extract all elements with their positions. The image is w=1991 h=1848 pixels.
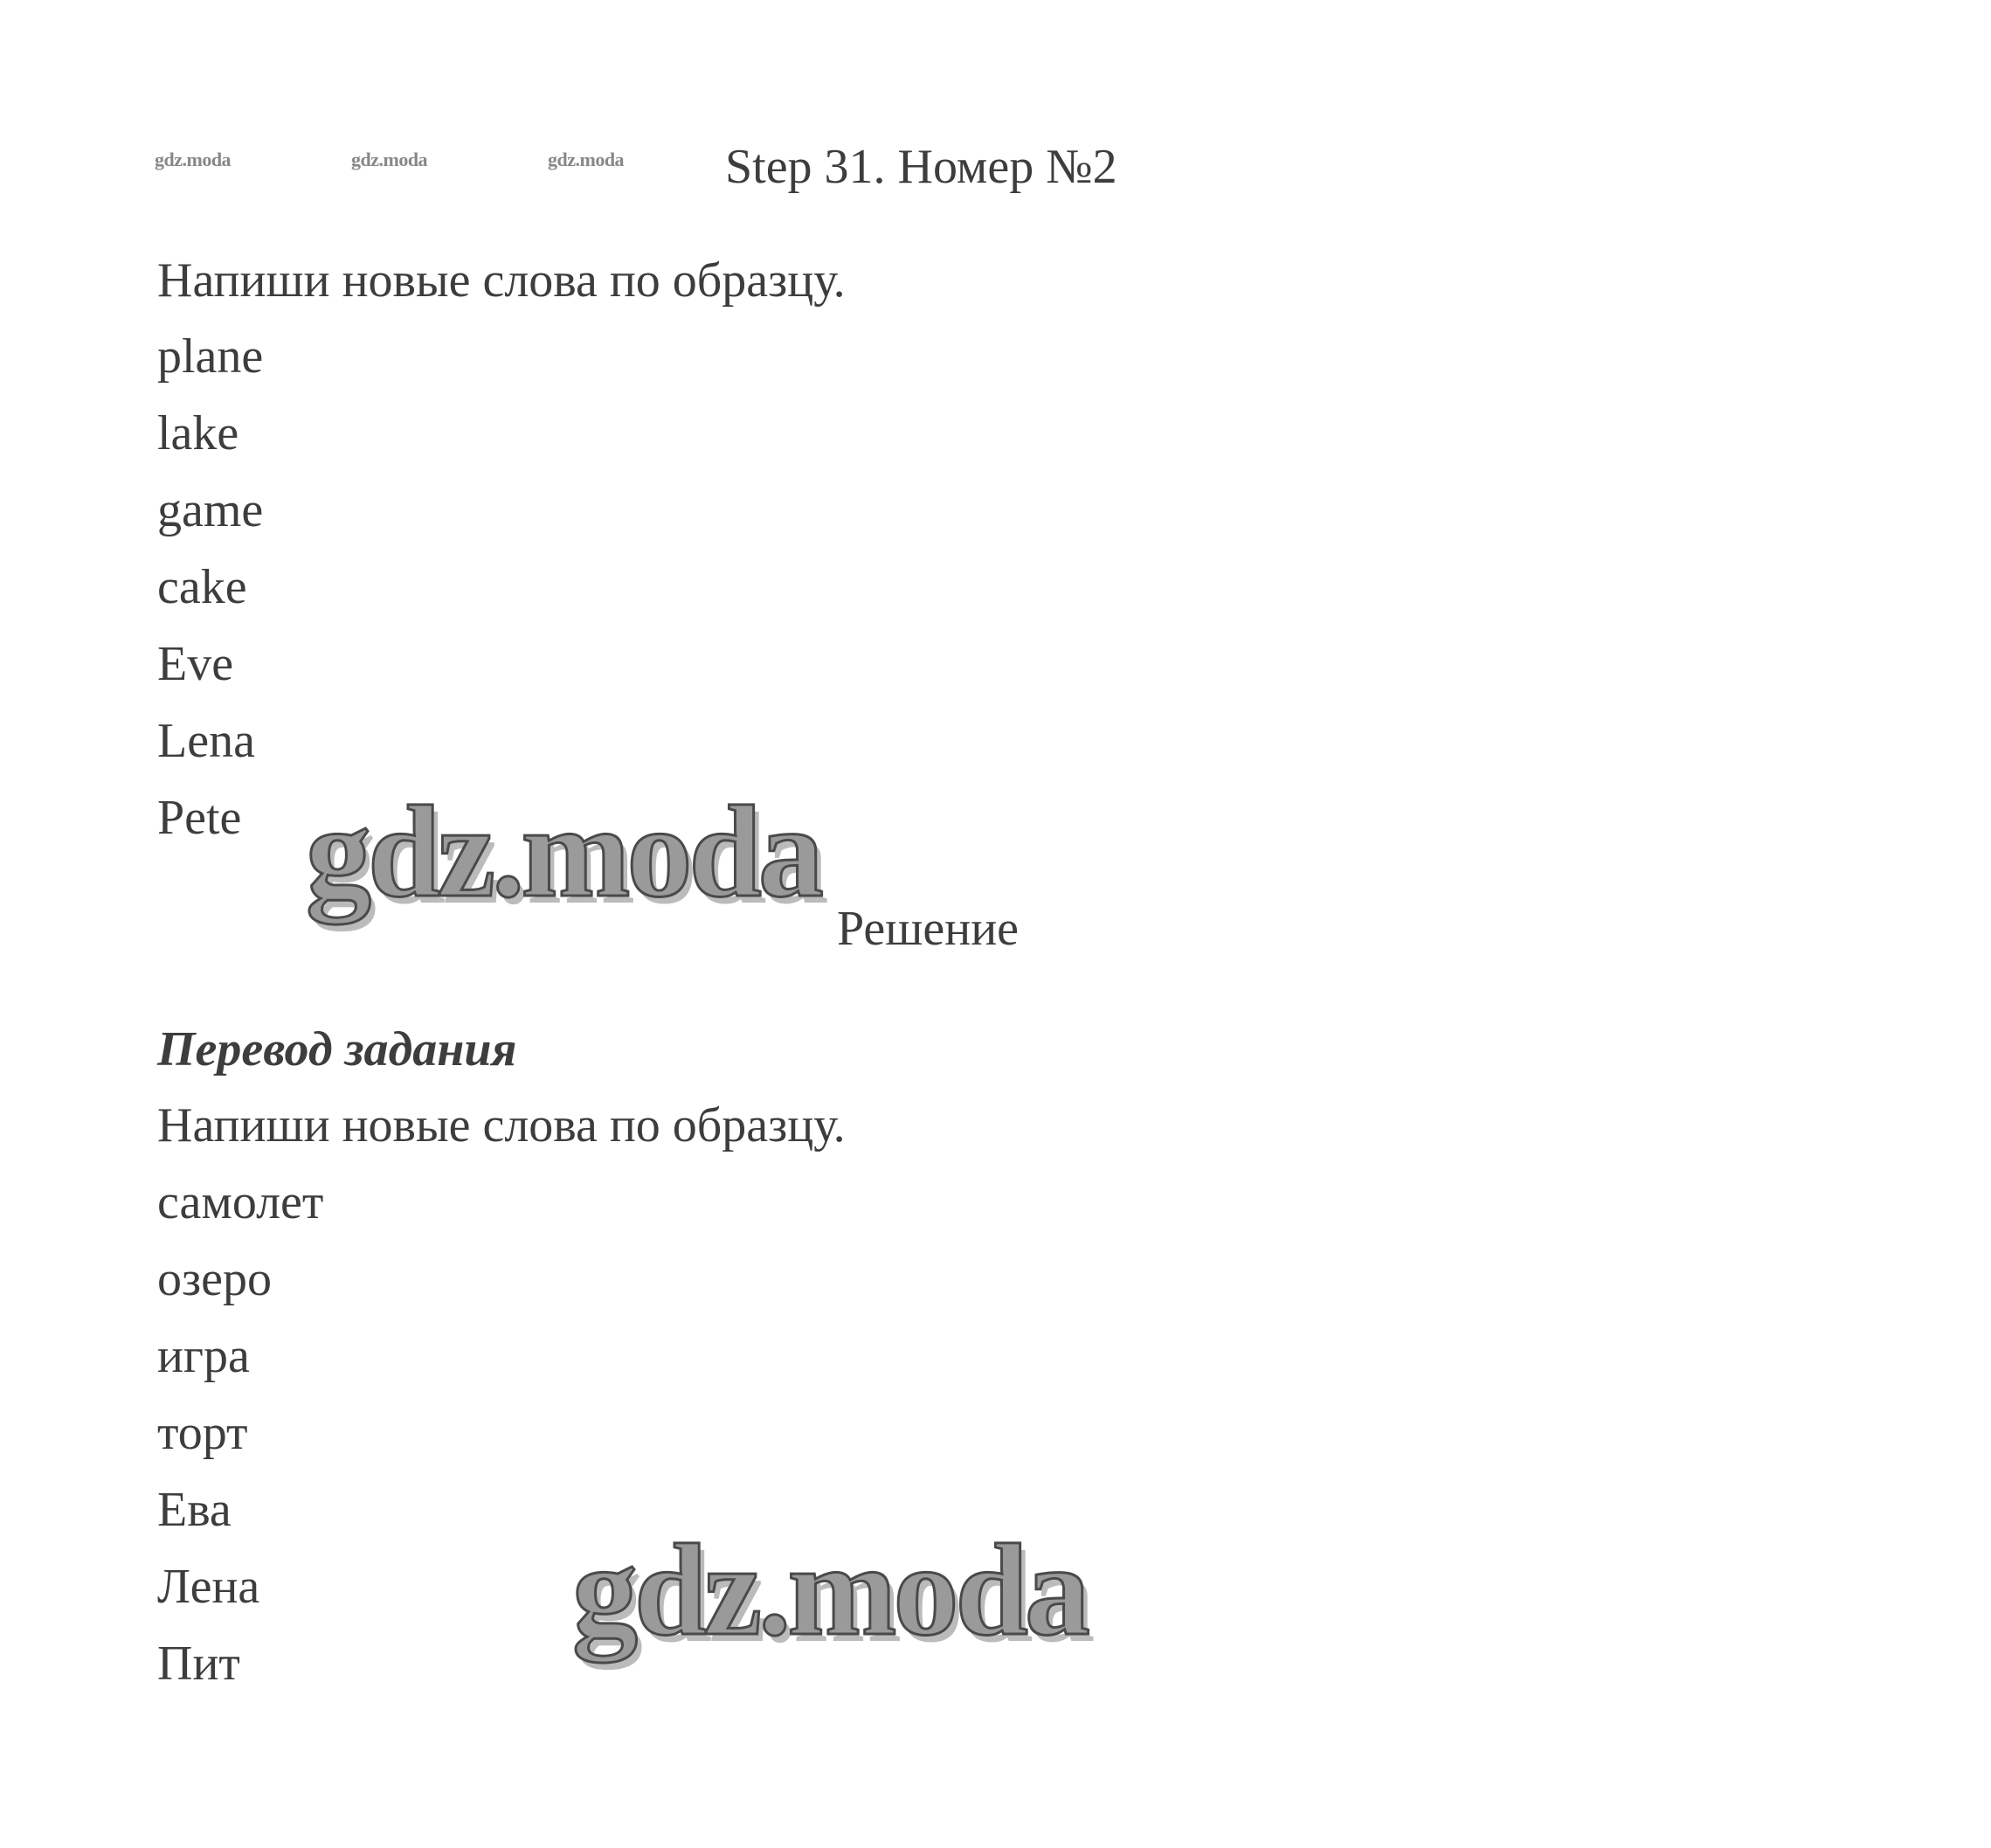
translation-word: торт (157, 1406, 248, 1460)
translation-word: Лена (157, 1560, 260, 1614)
translation-heading: Перевод задания (157, 1022, 517, 1076)
watermark-large: gdz.moda (572, 1518, 1087, 1663)
page-title: Step 31. Номер №2 (725, 140, 1117, 194)
task-word: Lena (157, 714, 255, 768)
watermark-large: gdz.moda (306, 779, 820, 924)
task-word: plane (157, 329, 264, 384)
watermark-small: gdz.moda (155, 149, 232, 170)
task-word: lake (157, 406, 239, 460)
translation-instruction: Напиши новые слова по образцу. (157, 1098, 846, 1152)
translation-word: Ева (157, 1483, 232, 1537)
task-word: cake (157, 560, 247, 614)
task-word: Eve (157, 637, 234, 691)
task-instruction: Напиши новые слова по образцу. (157, 253, 846, 308)
translation-word: озеро (157, 1252, 272, 1306)
solution-label: Решение (837, 902, 1020, 956)
translation-word: Пит (157, 1637, 240, 1691)
translation-word: самолет (157, 1175, 324, 1229)
translation-word: игра (157, 1329, 250, 1383)
task-word: game (157, 483, 264, 537)
task-word: Pete (157, 791, 242, 845)
watermark-small: gdz.moda (548, 149, 625, 170)
watermark-small: gdz.moda (351, 149, 428, 170)
